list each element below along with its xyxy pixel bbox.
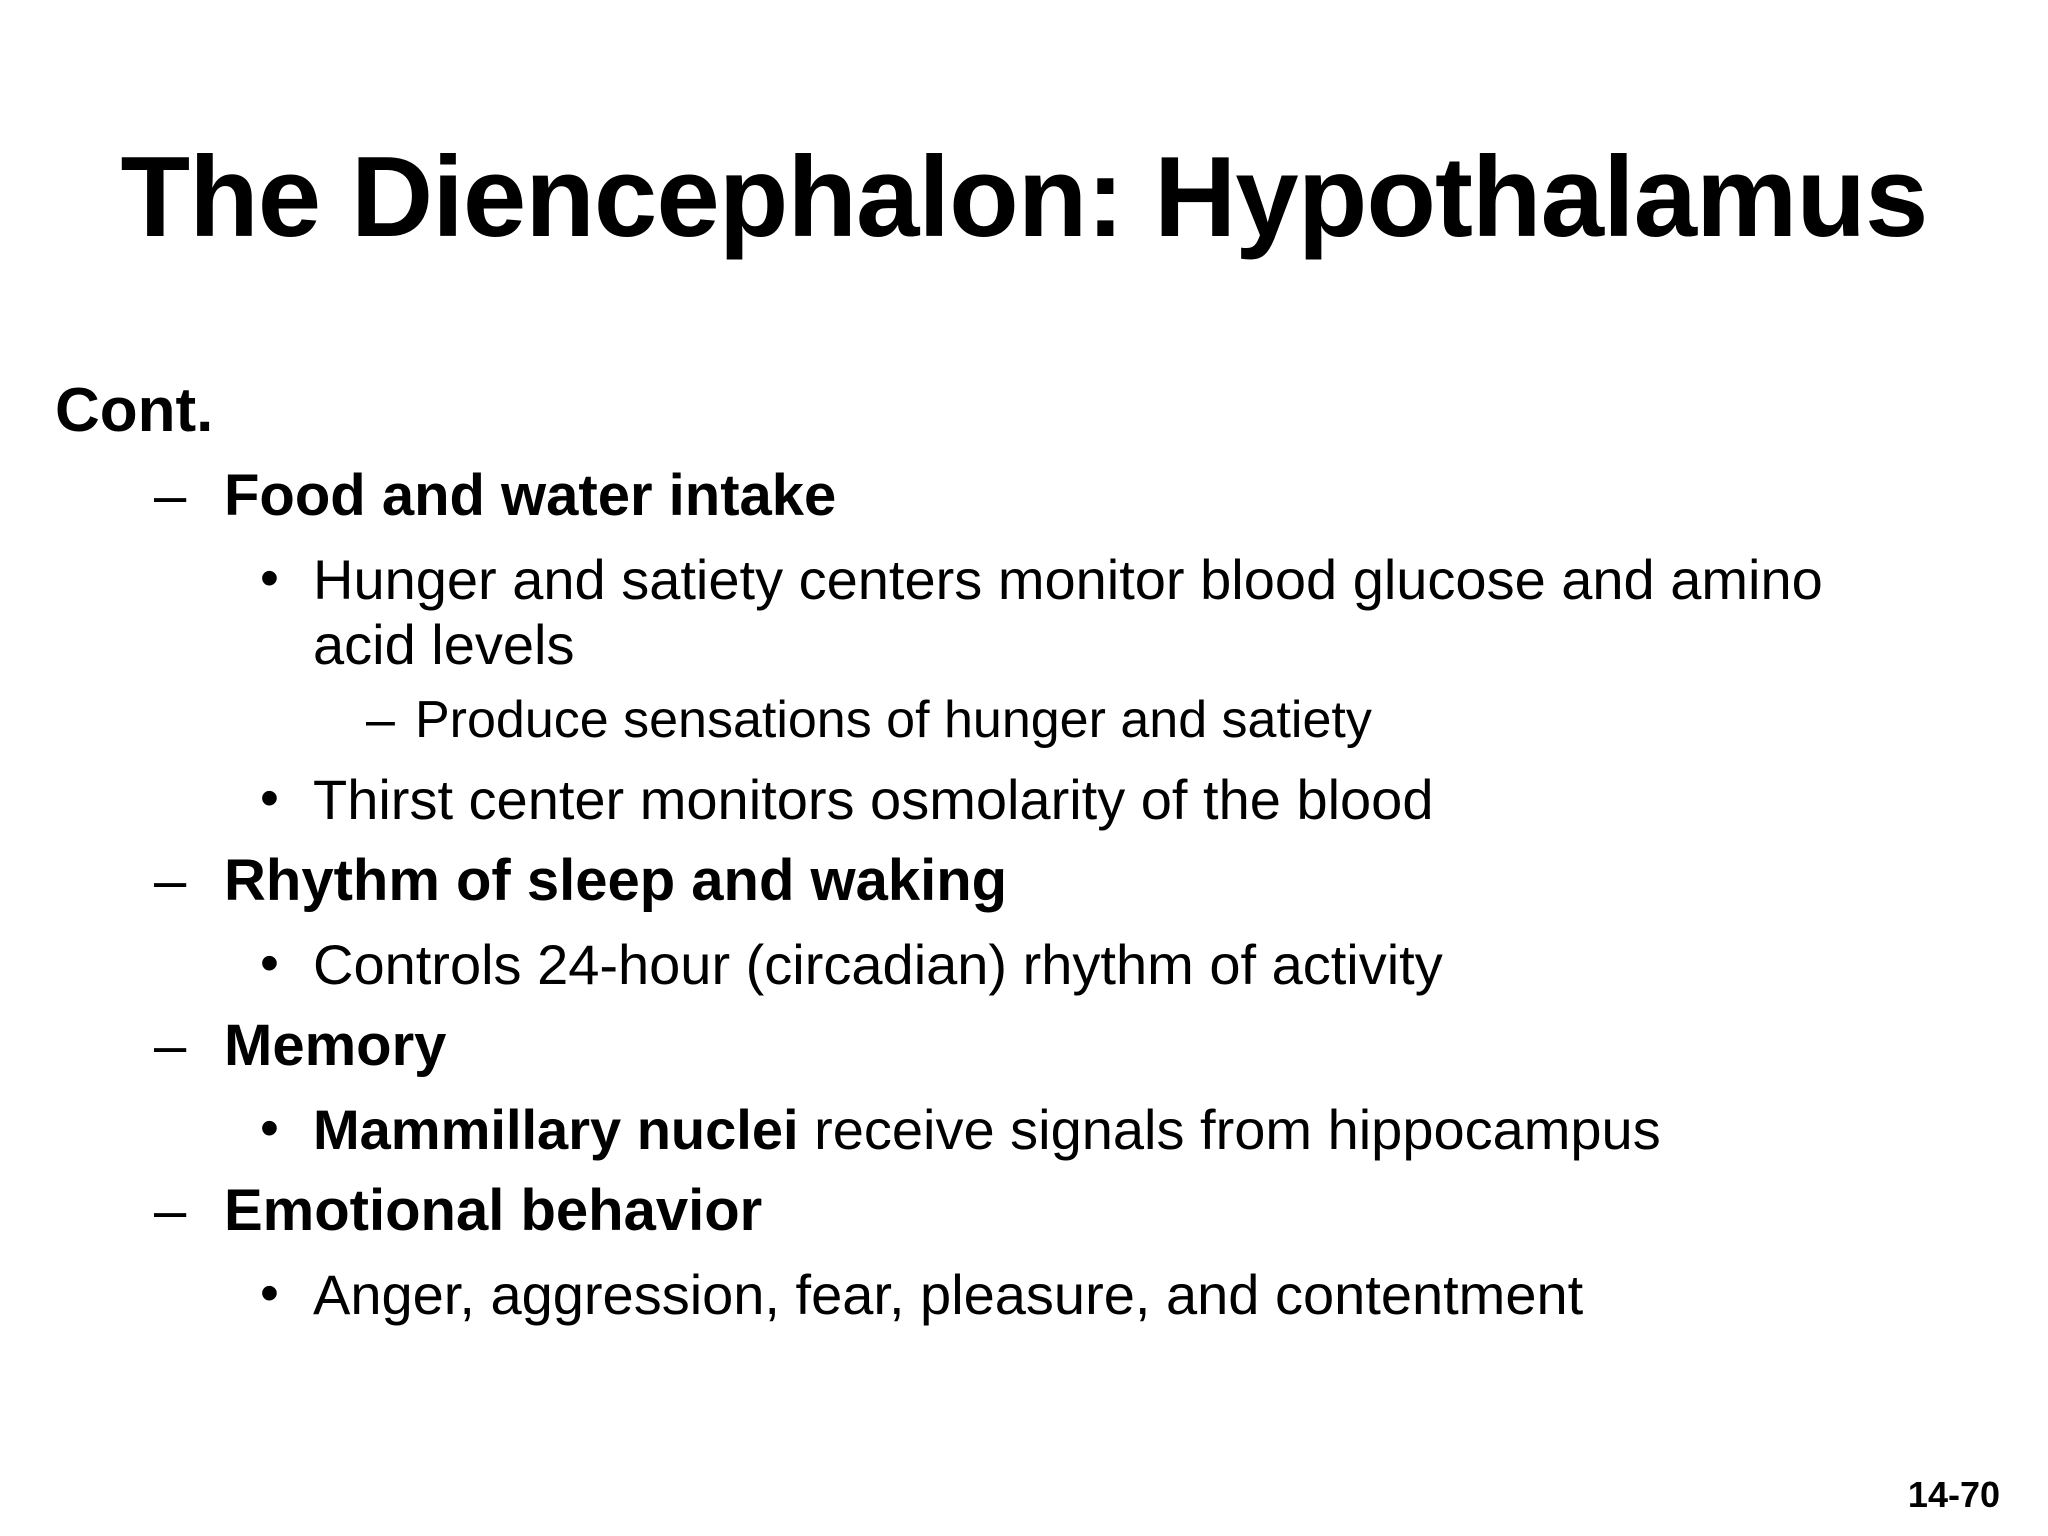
bullet-marker: • [260,933,279,993]
page-number: 14-70 [1907,1474,2000,1515]
emotions-text: Anger, aggression, fear, pleasure, and contentment [313,1263,1584,1326]
produce-sensations-text: Produce sensations of hunger and satiety [415,691,1372,749]
bullet-marker: • [260,1263,279,1323]
bullet-marker: • [260,768,279,828]
bullet-marker: • [260,1098,279,1158]
mammillary-rest: receive signals from hippocampus [798,1098,1661,1161]
hunger-satiety-line2: acid levels [313,613,575,676]
heading-emotional: Emotional behavior [224,1178,763,1243]
hunger-satiety-line1: Hunger and satiety centers monitor blood glucose and amino [313,548,1823,611]
dash-marker: – [154,1178,187,1243]
circadian-text: Controls 24-hour (circadian) rhythm of activity [313,933,1443,996]
mammillary-bold-term: Mammillary nuclei [313,1098,799,1161]
thirst-center-text: Thirst center monitors osmolarity of the blood [313,768,1434,831]
dash-marker: – [154,848,187,913]
heading-rhythm: Rhythm of sleep and waking [224,848,1008,913]
slide-title: The Diencephalon: Hypothalamus [120,134,1928,261]
dash-marker: – [154,463,187,528]
dash-marker: – [366,691,395,749]
bullet-marker: • [260,548,279,608]
heading-food-water: Food and water intake [224,463,837,528]
intro-label: Cont. [55,376,214,445]
mammillary-text [313,1097,1661,1162]
heading-memory: Memory [224,1013,447,1078]
dash-marker: – [154,1013,187,1078]
